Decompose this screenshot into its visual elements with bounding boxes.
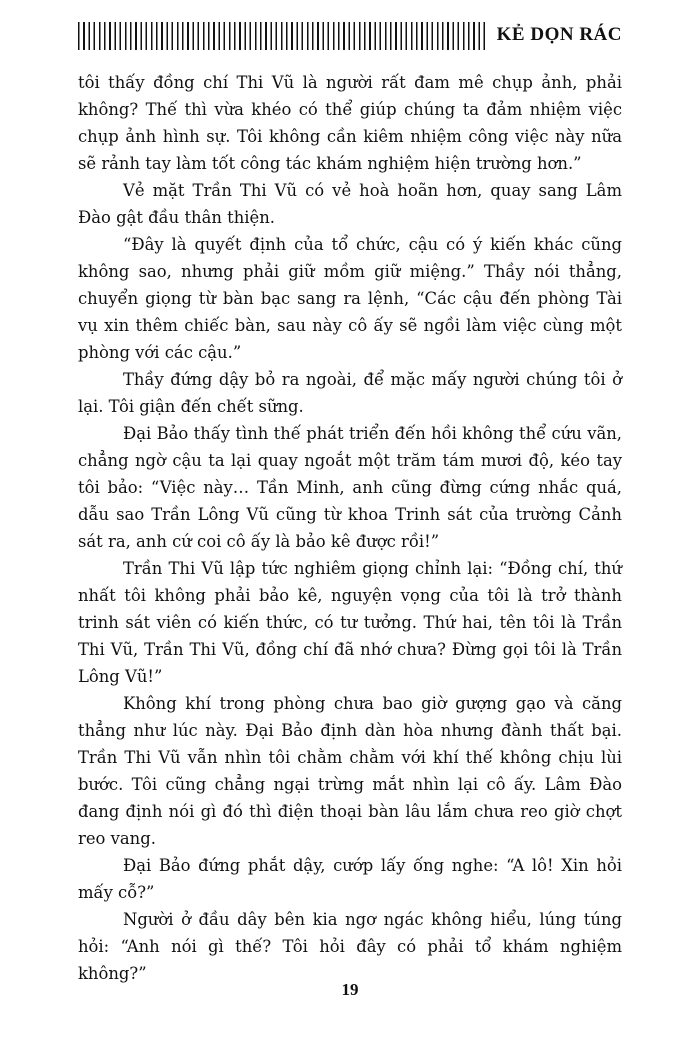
- paragraph-2: Vẻ mặt Trần Thi Vũ có vẻ hoà hoãn hơn, quay sang Lâm Đào gật đầu thân thiện.: [78, 181, 622, 227]
- vertical-bars-ornament-icon: [78, 22, 488, 50]
- paragraph-1: tôi thấy đồng chí Thi Vũ là người rất đam mê chụp ảnh, phải không? Thế thì vừa khéo có thể giúp chúng ta đảm nhiệm việc chụp ảnh hình sự. Tôi không cần kiêm nhiệm công việc này nữa sẽ rảnh tay làm tốt công tác khám nghiệm hiện trường hơn.”: [78, 73, 622, 173]
- page-header: [78, 20, 622, 54]
- body-text: [78, 69, 622, 987]
- paragraph-4: Thầy đứng dậy bỏ ra ngoài, để mặc mấy người chúng tôi ở lại. Tôi giận đến chết sững.: [78, 370, 622, 416]
- paragraph-3: “Đây là quyết định của tổ chức, cậu có ý kiến khác cũng không sao, nhưng phải giữ mồm giữ miệng.” Thầy nói thẳng, chuyển giọng từ bàn bạc sang ra lệnh, “Các cậu đến phòng Tài vụ xin thêm chiếc bàn, sau này cô ấy sẽ ngồi làm việc cùng một phòng với các cậu.”: [78, 235, 622, 362]
- paragraph-6: Trần Thi Vũ lập tức nghiêm giọng chỉnh lại: “Đồng chí, thứ nhất tôi không phải bảo kê, nguyện vọng của tôi là trở thành trinh sát viên có kiến thức, có tư tưởng. Thứ hai, tên tôi là Trần Thi Vũ, Trần Thi Vũ, đồng chí đã nhớ chưa? Đừng gọi tôi là Trần Lông Vũ!”: [78, 559, 622, 686]
- paragraph-5: Đại Bảo thấy tình thế phát triển đến hồi không thể cứu vãn, chẳng ngờ cậu ta lại quay ngoắt một trăm tám mươi độ, kéo tay tôi bảo: “Việc này… Tần Minh, anh cũng đừng cứng nhắc quá, dẫu sao Trần Lông Vũ cũng từ khoa Trinh sát của trường Cảnh sát ra, anh cứ coi cô ấy là bảo kê được rồi!”: [78, 424, 622, 551]
- paragraph-8: Đại Bảo đứng phắt dậy, cướp lấy ống nghe: “A lô! Xin hỏi mấy cỗ?”: [78, 856, 622, 902]
- paragraph-9: Người ở đầu dây bên kia ngơ ngác không hiểu, lúng túng hỏi: “Anh nói gì thế? Tôi hỏi đây có phải tổ khám nghiệm không?”: [78, 910, 622, 983]
- running-head-title: KẺ DỌN RÁC: [496, 24, 622, 45]
- page-number: 19: [341, 980, 359, 999]
- paragraph-7: Không khí trong phòng chưa bao giờ gượng gạo và căng thẳng như lúc này. Đại Bảo định dàn hòa nhưng đành thất bại. Trần Thi Vũ vẫn nhìn tôi chằm chằm với khí thế không chịu lùi bước. Tôi cũng chẳng ngại trừng mắt nhìn lại cô ấy. Lâm Đào đang định nói gì đó thì điện thoại bàn lâu lắm chưa reo giờ chợt reo vang.: [78, 694, 622, 848]
